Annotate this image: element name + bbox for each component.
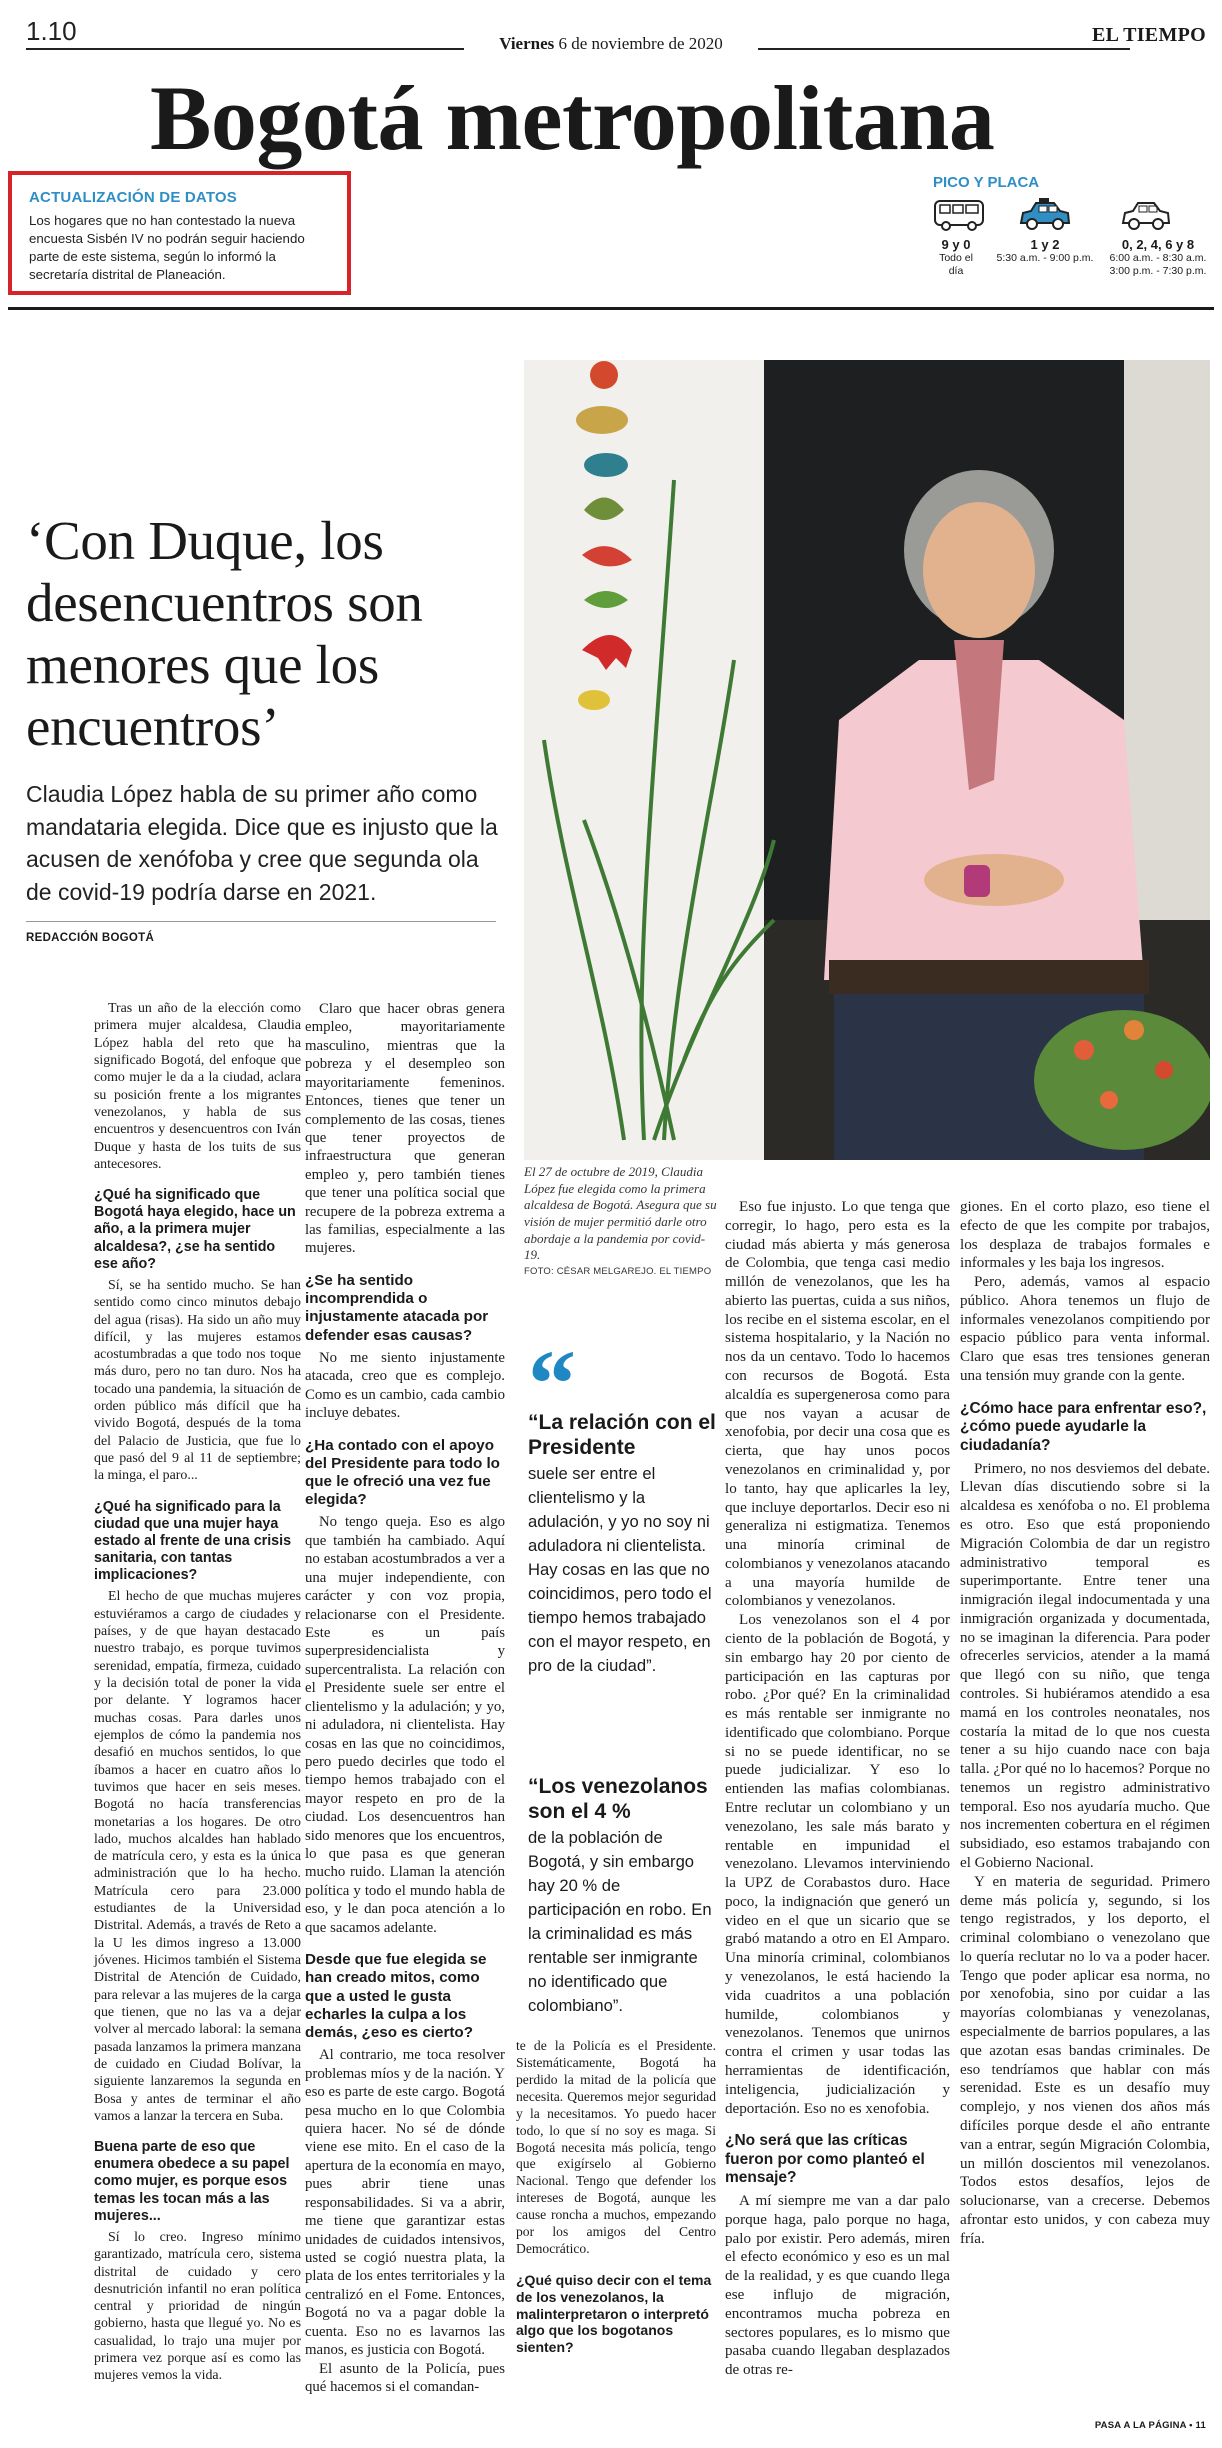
question: Desde que fue elegida se han creado mitos, como que a usted le gusta echarles la culpa a los demás, ¿eso es cierto? [305, 1951, 487, 2042]
pull-quote-2 [528, 1768, 716, 2018]
question: Buena parte de eso que enumera obedece a su papel como mujer, es porque esos temas les tocan más a las mujeres... [94, 2139, 290, 2224]
question: ¿Qué ha significado para la ciudad que una mujer haya estado al frente de una crisis sanitaria, con tantas implicaciones? [94, 1498, 292, 1584]
quote-mark-icon: “ [528, 1330, 576, 1437]
paragraph: te de la Policía es el Presidente. Sistemáticamente, Bogotá ha perdido la mitad de la policía que necesita. Queremos mejor seguridad y la necesitamos. Yo puedo hacer todo, lo que sí no soy es maga. Si Bogotá necesita más policía, tengo que exigírselo al Gobierno Nacional. Tengo que defender los intereses de Bogotá, aunque les cause roncha a muchos, empezando por los amigos del Centro Democrático. [516, 2038, 716, 2257]
paragraph: Sí lo creo. Ingreso mínimo garantizado, matrícula cero, sistema distrital de cuidado y cero desnutrición infantil no eran política central y prioridad de ningún gobierno, hasta que llegué yo. No es casualidad, lo trajo una mujer por primera vez porque así es como las mujeres vemos la vida. [94, 2229, 301, 2384]
car-schedule-evening: 3:00 p.m. - 7:30 p.m. [1109, 264, 1207, 277]
question: ¿No será que las críticas fueron por como planteó el mensaje? [725, 2132, 925, 2187]
pico-y-placa-taxi [989, 237, 1101, 265]
pico-y-placa-car [1103, 237, 1213, 277]
question: ¿Qué ha significado que Bogotá haya elegido, hace un año, a la primera mujer alcaldesa?, ¿se ha sentido ese año? [94, 1187, 296, 1272]
header-rule [8, 307, 1214, 310]
paragraph: A mí siempre me van a dar palo porque haga, palo porque no haga, palo por existir. Pero además, miren el efecto económico y eso es un mal de la realidad, y es que cuando llega ese influjo de migración, encontramos mucha pobreza en sectores populares, es lo mismo que pasaba cuando llegaban desplazados de otras re- [725, 2193, 950, 2379]
section-title: Bogotá metropolitana [150, 67, 995, 169]
update-box-title: ACTUALIZACIÓN DE DATOS [29, 189, 238, 206]
paragraph: Tras un año de la elección como primera mujer alcaldesa, Claudia López habla del reto que ha significado Bogotá, del enfoque que como mujer le da a la ciudad, aclara su posición frente a los migrantes venezolanos, y habla de sus encuentros y desencuentros con Iván Duque y hasta de los tuits de sus antecesores. [94, 1001, 301, 1172]
issue-date [0, 34, 1222, 54]
pull-quote-2-text: de la población de Bogotá, y sin embargo hay 20 % de participación en robo. En la criminalidad es más rentable ser inmigrante no identificado que colombiano”. [528, 1828, 712, 2015]
bus-plates: 9 y 0 [941, 237, 971, 252]
paragraph: No me siento injustamente atacada, creo que es complejo. Como es un cambio, cada cambio incluye debates. [305, 1349, 505, 1422]
update-box [8, 171, 351, 295]
article-column-1 [94, 1000, 301, 2385]
paragraph: El hecho de que muchas mujeres estuviéramos a cargo de ciudades y países, y de que hayan destacado nuestro trabajo, es porque tuvimos serenidad, empatía, firmeza, cuidado y la decisión total de poner la vida por delante. Y logramos hacer muchas cosas. Para darles unos ejemplos de cómo la pandemia nos desafió en muchos sentidos, lo que íbamos a hacer en cuatro años lo tuvimos que hacer en seis meses. Bogotá no hacía transferencias monetarias a los hogares. De otro lado, muchos alcaldes han hablado de matrícula cero, y esta es la única administración que lo ha hecho. Matrícula cero para 23.000 estudiantes de la Universidad Distrital. Además, a través de Reto a la U les dimos ingreso a 13.000 jóvenes. Hicimos también el Sistema Distrital de Atención de Cuidado, para relevar a las mujeres de la carga que tienen, que no las va a dejar volver al mercado laboral: la semana pasada lanzamos la primera manzana de cuidado en Ciudad Bolívar, la siguiente lanzaremos la segunda en Bosa y antes de terminar el año vamos a lanzar la tercera en Suba. [94, 1589, 301, 2124]
paragraph: Claro que hacer obras genera empleo, mayoritariamente masculino, mientras que la pobreza y el desempleo son mayoritariamente femeninos. Entonces, tienes que tener un complemento de las cosas, tienes que tener proyectos de infraestructura que generan empleo y, pero también tienes que tener una política social que recupere de la pobreza extrema a las familias, especialmente a las mujeres. [305, 1001, 505, 1257]
flowers [1034, 1010, 1210, 1150]
paragraph: Sí, se ha sentido mucho. Se han sentido como cinco minutos debajo del agua (risas). Ha sido un año muy difícil, y las mujeres estamos acostumbradas a que todo nos toque más duro, pero no tan duro. Nos ha tocado una pandemia, la situación de orden público más difícil que ha vivido Bogotá, después de la toma del Palacio de Justicia, que fue lo que pasó del 9 al 11 de septiembre; la minga, el paro... [94, 1277, 301, 1484]
car-schedule-morning: 6:00 a.m. - 8:30 a.m. [1109, 252, 1207, 264]
paragraph: Al contrario, me toca resolver problemas míos y de la nación. Y eso es parte de este cargo. Bogotá pesa mucho en lo que Colombia quiera hacer. No sé de dónde viene ese mito. En el caso de la apertura de la economía en mayo, pues abrir tiene unas responsabilidades. Si va a abrir, me tiene que garantizar estas unidades de cuidados intensivos, usted se cogió nuestra plata, la plata de los entes territoriales y la centralizó en el Fome. Entonces, Bogotá no va a pagar doble la cuenta. Eso no es lavarnos las manos, es justicia con Bogotá. [305, 2047, 505, 2359]
question: ¿Se ha sentido incomprendida o injustamente atacada por defender esas causas? [305, 1271, 489, 1344]
taxi-plates: 1 y 2 [1030, 237, 1060, 252]
photo-credit: FOTO: CÉSAR MELGAREJO. EL TIEMPO [524, 1265, 712, 1277]
pico-y-placa-title: PICO Y PLACA [933, 174, 1040, 191]
paragraph: Y en materia de seguridad. Primero deme más policía y, segundo, si los tengo registrados, y los deporto, el criminal colombiano o venezolano que lo quería reclutar no lo va a poder hacer. Tengo que poder aplicar esa norma, no por xenofobia, sino por cuidar a las mayorías colombianas y venezolanas, especialmente de barrios populares, a las que azotan esas bandas criminales. De eso tendríamos que hablar con más serenidad. Este es un desafío muy complejo, y nos vienen dos años más difíciles porque desde el año entrante van a entrar, según Migración Colombia, un millón doscientos mil venezolanos. Todos estos desafíos, lejos de solucionarse, van a crecerse. Debemos afrontar esto unidos, y con cabeza muy fría. [960, 1873, 1210, 2247]
article-deck: Claudia López habla de su primer año como mandataria elegida. Dice que es injusto que la acusen de xenófoba y cree que segunda ola de covid-19 podría darse en 2021. [26, 781, 498, 905]
pull-quote-1-text: suele ser entre el clientelismo y la adulación, y yo no soy ni aduladora ni clientelista. Hay cosas en las que no coincidimos, pero todo el tiempo hemos trabajado con el mayor respeto, en pro de la ciudad”. [528, 1464, 712, 1675]
photo-caption [524, 1164, 718, 1278]
taxi-icon [1017, 197, 1073, 233]
article-photo [524, 360, 1210, 1160]
paragraph: giones. En el corto plazo, eso tiene el efecto de que les compite por trabajos, los desplaza de trabajos formales e informales y les baja los ingresos. [960, 1199, 1210, 1272]
deck-rule [26, 921, 496, 922]
question: ¿Ha contado con el apoyo del Presidente para todo lo que le ofreció una vez fue elegida? [305, 1436, 500, 1509]
article-column-5 [960, 1198, 1210, 2248]
issue-day: Viernes [499, 34, 555, 53]
question: ¿Cómo hace para enfrentar eso?, ¿cómo puede ayudarle la ciudadanía? [960, 1399, 1207, 1454]
photo-claudia-lopez [524, 360, 1210, 1160]
article-column-4 [725, 1198, 950, 2380]
question: ¿Qué quiso decir con el tema de los venezolanos, la malinterpretaron o interpretó algo que los bogotanos sienten? [516, 2271, 712, 2356]
photo-caption-text: El 27 de octubre de 2019, Claudia López fue elegida como la primera alcaldesa de Bogotá. Asegura que su visión de mujer permitió darle otro abordaje a la pandemia por covid-19. [524, 1164, 717, 1263]
masthead-rule-right [758, 48, 1130, 50]
paragraph: No tengo queja. Eso es algo que también ha cambiado. Aquí no estaban acostumbrados a ver a una mujer independiente, con carácter y con voz propia, relacionarse con el Presidente. Este es un país superpresidencialista y supercentralista. La relación con el Presidente suele ser entre el clientelismo y la adulación; y yo, ni aduladora, ni clientelista. Hay cosas en las que no coincidimos, pero puedo decirles que todo el tiempo hemos trabajado con el mayor respeto en pro de la ciudad. Los desencuentros han sido menores que los encuentros, lo que pasa es que generan mucho ruido. Llaman la atención política y todo el mundo habla de eso, y le dan poca atención a lo que sacamos adelante. [305, 1514, 505, 1936]
pico-y-placa-bus [933, 237, 979, 277]
car-icon [1119, 197, 1173, 233]
pull-quote-1-head: “La relación con el Presidente [528, 1411, 716, 1460]
car-plates: 0, 2, 4, 6 y 8 [1121, 237, 1195, 252]
pull-quote-1 [528, 1330, 716, 1677]
continue-link[interactable]: PASA A LA PÁGINA • 11 [1094, 2420, 1206, 2431]
byline: REDACCIÓN BOGOTÁ [26, 932, 155, 944]
pico-y-placa-icons [933, 197, 1213, 237]
article-headline: ‘Con Duque, los desencuentros son menores que los encuentros’ [26, 510, 423, 758]
pico-y-placa [933, 174, 1213, 283]
pico-y-placa-items [933, 237, 1213, 283]
taxi-schedule: 5:30 a.m. - 9:00 p.m. [996, 252, 1094, 264]
paragraph: Pero, además, vamos al espacio público. Ahora tenemos un flujo de informales venezolanos compitiendo por espacio público para venta informal. Claro que esas tres tensiones generan una tensión muy grande con la gente. [960, 1274, 1210, 1385]
article-column-3 [516, 2038, 716, 2360]
paragraph: Primero, no nos desviemos del debate. Llevan días discutiendo sobre si la alcaldesa es xenófoba o no. El problema es otro. Eso que está proponiendo Migración Colombia de dar un registro administrativo temporal es superimportante. Entre tener una inmigración ilegal indocumentada y una inmigración organizada y documentada, no se imaginan la diferencia. Para poder ofrecerles servicios, atender a la mamá que llegó con su niño, que tenga controles. Si hubiéramos atendido a esa mamá en los controles neonatales, nos costaría la mitad de lo que nos cuesta tener a su hijo cuando nace con baja talla. ¿Por qué no lo hacemos? Porque no tenemos un registro administrativo temporal. Eso nos ayudaría mucho. Que nos incrementen cobertura en el régimen subsidiado, eso estamos trabajando con el Gobierno Nacional. [960, 1460, 1210, 1871]
newspaper-logo: EL TIEMPO [1091, 24, 1206, 46]
pull-quote-2-head: “Los venezolanos son el 4 % [528, 1775, 708, 1824]
update-box-text: Los hogares que no han contestado la nueva encuesta Sisbén IV no podrán seguir haciendo parte de este sistema, según lo informó la secretaría distrital de Planeación. [29, 213, 305, 283]
page-number: 1.10 [26, 16, 77, 46]
issue-date-text: 6 de noviembre de 2020 [558, 34, 723, 53]
paragraph: Los venezolanos son el 4 por ciento de la población de Bogotá, y sin embargo hay 20 por ciento de participación en las capturas por robo. ¿Por qué? En la criminalidad es más rentable ser inmigrante no identificado que colombiano. Porque si no se puede identificar, no se puede judicializar. Y eso lo entienden las mafias colombianas. Entre reclutar un colombiano y un venezolano, les sale más barato y rentable en impunidad el venezolano. Llevamos interviniendo la UPZ de Corabastos duro. Hace poco, la indignación que generó un video en el que un sicario que se grabó matando a otro en El Amparo. Una minoría criminal, colombianos y venezolanos, le está haciendo la vida cuadritos a una población humilde, colombianos y venezolanos. Tenemos que unirnos contra el crimen y usar todas las herramientas de identificación, inteligencia, judicialización y deportación. Eso no es xenofobia. [725, 1612, 950, 2117]
bus-schedule: Todo el día [939, 252, 973, 277]
article-column-2 [305, 1000, 505, 2396]
paragraph: El asunto de la Policía, pues qué hacemos si el comandan- [305, 2360, 505, 2395]
bus-icon [933, 197, 987, 233]
paragraph: Eso fue injusto. Lo que tenga que corregir, lo hago, pero esta es la ciudad más abierta y más generosa de Colombia, que tenga casi medio millón de venezolanos, que les ha abierto las puertas, cuida a sus niños, los recibe en el sistema escolar, en el sistema hospitalario, y la Nación no nos da un centavo. Todo lo hacemos con recursos de Bogotá. Esta alcaldía es supergenerosa como para que nos vayan a acusar de xenofobia, por decir una cosa que es cierta, que hay unos pocos venezolanos en criminalidad y, por lo tanto, hay que aplicarles la ley, que incluye deportarlos. Decir eso ni generaliza ni estigmatiza. Tenemos una minoría criminal de colombianos y venezolanos atacando a una mayoría humilde de colombianos y venezolanos. [725, 1199, 950, 1610]
